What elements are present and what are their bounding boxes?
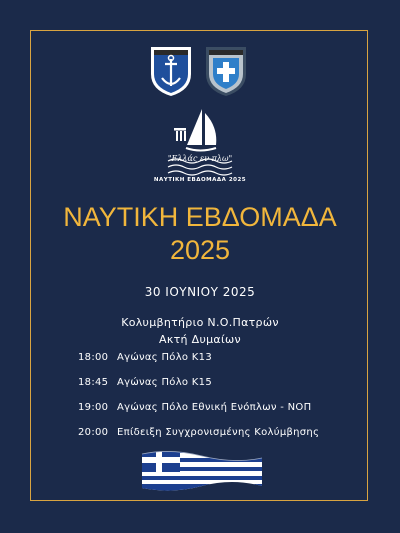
venue-line-2: Ακτή Δυμαίων [159,333,241,346]
coast-guard-shield-icon [203,44,249,98]
schedule-time: 18:45 [78,377,109,388]
schedule-time: 18:00 [78,352,109,363]
emblems [0,44,400,100]
schedule-time: 19:00 [78,402,109,413]
title-line-2: 2025 [169,235,231,265]
venue [0,314,400,348]
venue-line-1: Κολυμβητήριο Ν.Ο.Πατρών [121,316,279,329]
greek-naval-flag-icon [140,448,264,494]
navy-anchor-shield-icon [148,44,194,98]
event-date: 30 ΙΟΥΝΙΟΥ 2025 [144,285,256,299]
logo-caption: ΝΑΥΤΙΚΗ ΕΒΔΟΜΑΔΑ 2025 [153,177,247,183]
schedule-event: Αγώνας Πόλο Κ15 [117,377,212,388]
schedule-list [78,352,378,452]
schedule-row [78,377,378,402]
schedule-row [78,402,378,427]
title-line-1: ΝΑΥΤΙΚΗ ΕΒΔΟΜΑΔΑ [63,202,337,232]
page-title [0,201,400,267]
schedule-event: Επίδειξη Συγχρονισμένης Κολύμβησης [117,427,320,438]
schedule-row [78,352,378,377]
logo-motto: "Ελλάς εν πλω" [167,154,233,163]
schedule-event: Αγώνας Πόλο Κ13 [117,352,212,363]
schedule-event: Αγώνας Πόλο Εθνική Ενόπλων - ΝΟΠ [117,402,312,413]
schedule-time: 20:00 [78,427,109,438]
